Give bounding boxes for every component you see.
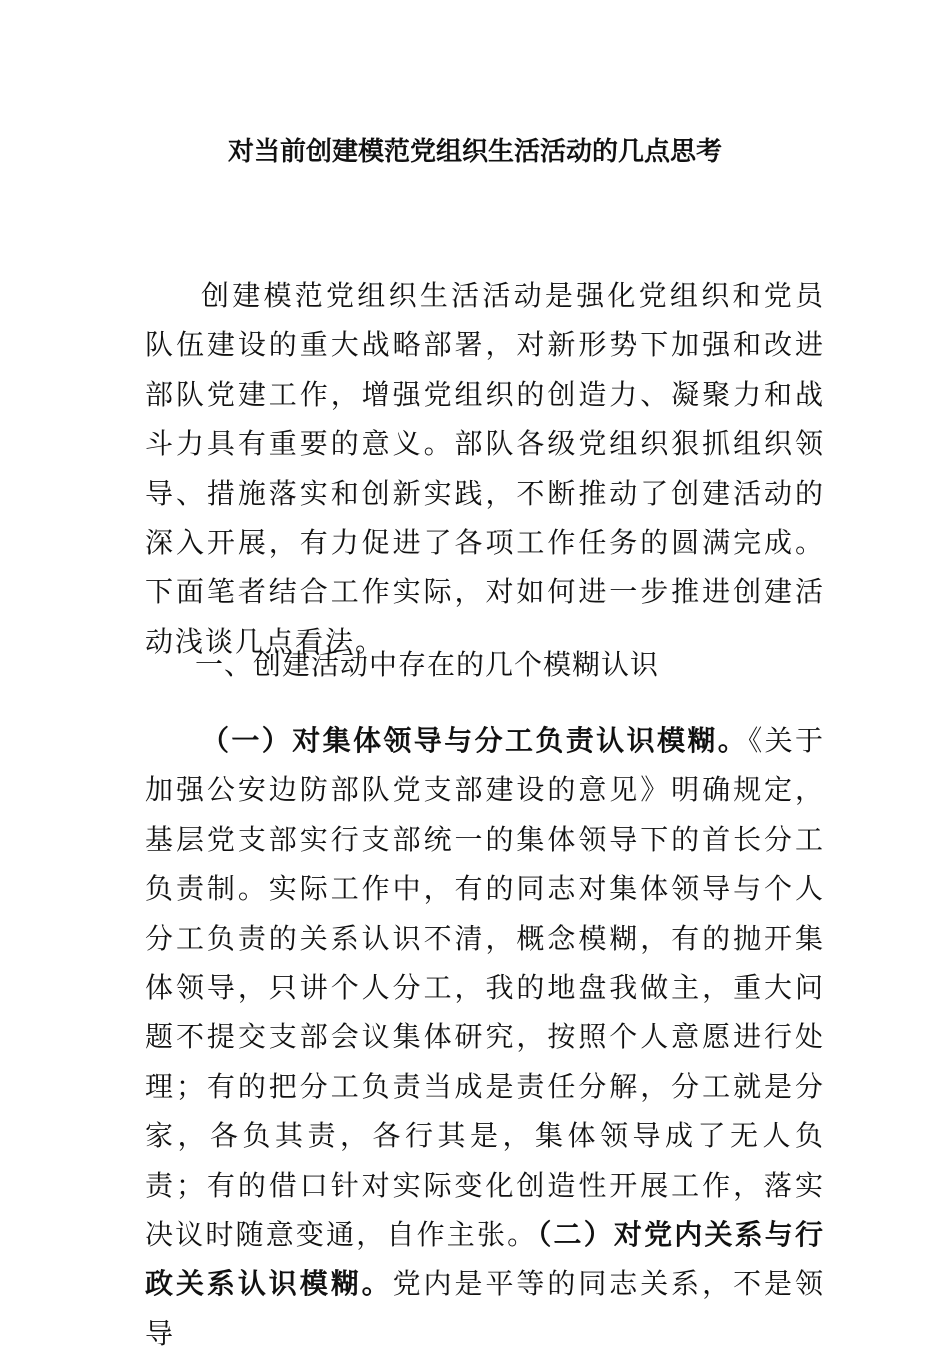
intro-paragraph: 创建模范党组织生活活动是强化党组织和党员队伍建设的重大战略部署，对新形势下加强和改进部队党建工作，增强党组织的创造力、凝聚力和战斗力具有重要的意义。部队各级党组织狠抓组织领导、措施落实和创新实践，不断推动了创建活动的深入开展，有力促进了各项工作任务的圆满完成。下面笔者结合工作实际，对如何进一步推进创建活动浅谈几点看法。 (145, 279, 825, 658)
section-paragraph (145, 716, 825, 1358)
subsection-lead-2: （二）对党内关系与行政关系认识模糊。 (145, 1218, 825, 1301)
subsection-lead-1: （一）对集体领导与分工负责认识模糊。 (201, 724, 749, 757)
subsection-body-1: 《关于加强公安边防部队党支部建设的意见》明确规定，基层党支部实行支部统一的集体领导下的首长分工负责制。实际工作中，有的同志对集体领导与个人分工负责的关系认识不清，概念模糊，有的抛开集体领导，只讲个人分工，我的地盘我做主，重大问题不提交支部会议集体研究，按照个人意愿进行处理；有的把分工负责当成是责任分解，分工就是分家，各负其责，各行其是，集体领导成了无人负责；有的借口针对实际变化创造性开展工作，落实决议时随意变通，自作主张。 (145, 724, 825, 1252)
document-title: 对当前创建模范党组织生活活动的几点思考 (227, 137, 722, 167)
subsection-body-2: 党内是平等的同志关系，不是领导 (145, 1267, 825, 1350)
section-heading: 一、创建活动中存在的几个模糊认识 (195, 648, 660, 681)
